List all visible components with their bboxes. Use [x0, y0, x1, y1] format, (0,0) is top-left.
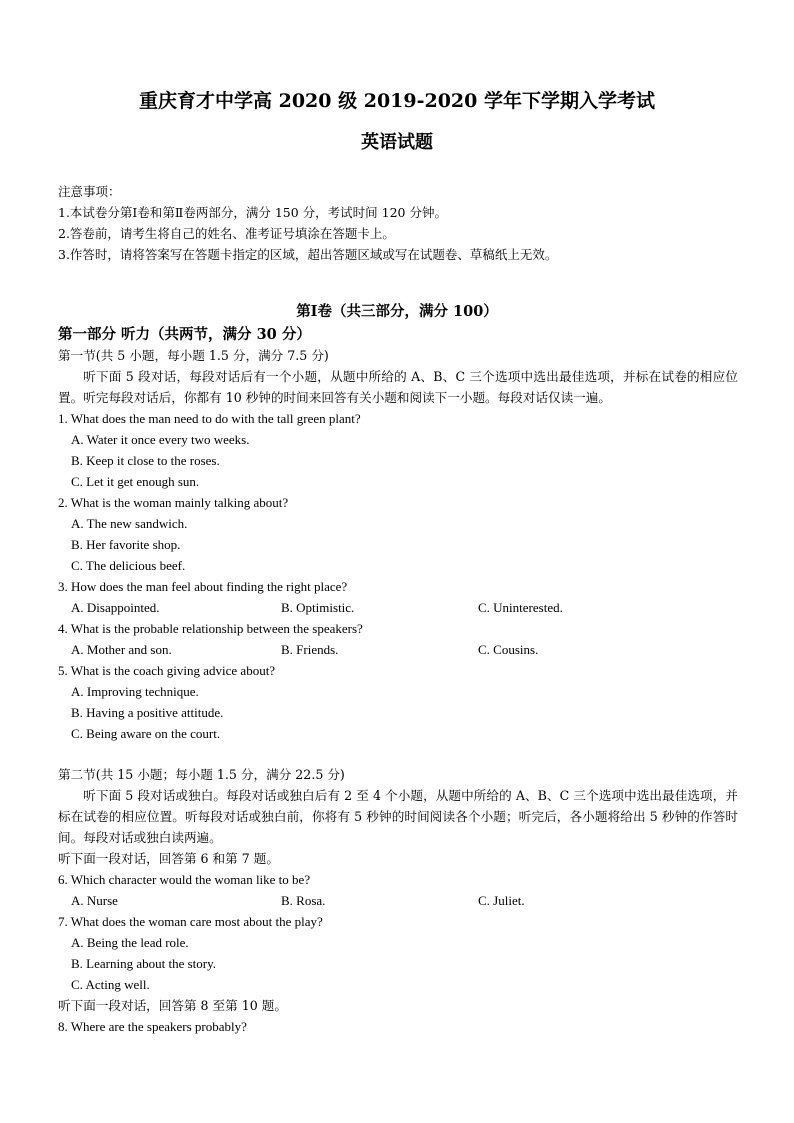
option-b: B. Rosa.	[281, 893, 326, 908]
part-heading: 第一部分 听力（共两节，满分 30 分）	[58, 326, 311, 343]
notes-item: 1.本试卷分第Ⅰ卷和第Ⅱ卷两部分，满分 150 分，考试时间 120 分钟。	[58, 205, 447, 220]
exam-title: 重庆育才中学高 2020 级 2019-2020 学年下学期入学考试	[139, 90, 655, 112]
option-c: C. Acting well.	[71, 977, 150, 992]
notes-item: 3.作答时，请将答案写在答题卡指定的区域，超出答题区域或写在试题卷、草稿纸上无效。	[58, 247, 558, 262]
option-a: A. Being the lead role.	[71, 935, 189, 950]
options-row	[58, 639, 738, 660]
dialogue-lead: 听下面一段对话，回答第 8 至第 10 题。	[58, 998, 287, 1013]
option-a: A. The new sandwich.	[71, 516, 188, 531]
option-b: B. Her favorite shop.	[71, 537, 181, 552]
option-c: C. Being aware on the court.	[71, 726, 221, 741]
notes-heading: 注意事项：	[58, 184, 121, 199]
option-c: C. Let it get enough sun.	[71, 474, 200, 489]
option-c: C. The delicious beef.	[71, 558, 186, 573]
options-row	[58, 597, 738, 618]
exam-body	[58, 325, 738, 1037]
section-instructions: 听下面 5 段对话或独白。每段对话或独白后有 2 至 4 个小题，从题中所给的 A、B、C 三个选项中选出最佳选项，并标在试卷的相应位置。听每段对话或独白前，你将有 5 秒钟的时间阅读各个小题；听完后，各小题将给出 5 秒钟的作答时间。每段对话或独白读两遍。	[58, 788, 738, 845]
options-row	[58, 890, 738, 911]
section-heading: 第一节(共 5 小题，每小题 1.5 分，满分 7.5 分)	[58, 348, 329, 363]
volume-heading: 第Ⅰ卷（共三部分，满分 100）	[296, 303, 498, 320]
option-b: B. Learning about the story.	[71, 956, 217, 971]
question-stem: 6. Which character would the woman like to be?	[58, 872, 311, 887]
option-a: A. Disappointed.	[71, 600, 160, 615]
exam-subtitle: 英语试题	[361, 132, 433, 153]
question-stem: 7. What does the woman care most about the play?	[58, 914, 323, 929]
question-stem: 2. What is the woman mainly talking about?	[58, 495, 289, 510]
question-stem: 8. Where are the speakers probably?	[58, 1019, 247, 1034]
question-stem: 3. How does the man feel about finding the right place?	[58, 579, 348, 594]
option-b: B. Friends.	[281, 642, 339, 657]
question-stem: 5. What is the coach giving advice about?	[58, 663, 276, 678]
section-heading: 第二节(共 15 小题；每小题 1.5 分，满分 22.5 分)	[58, 767, 345, 782]
notes-item: 2.答卷前，请考生将自己的姓名、准考证号填涂在答题卡上。	[58, 226, 395, 241]
option-b: B. Keep it close to the roses.	[71, 453, 220, 468]
option-a: A. Water it once every two weeks.	[71, 432, 250, 447]
section-instructions: 听下面 5 段对话，每段对话后有一个小题，从题中所给的 A、B、C 三个选项中选出最佳选项，并标在试卷的相应位置。听完每段对话后，你都有 10 秒钟的时间来回答有关小题和阅读下一小题。每段对话仅读一遍。	[58, 369, 738, 405]
dialogue-lead: 听下面一段对话，回答第 6 和第 7 题。	[58, 851, 279, 866]
option-c: C. Cousins.	[478, 642, 539, 657]
option-c: C. Uninterested.	[478, 600, 563, 615]
option-a: A. Improving technique.	[71, 684, 199, 699]
option-c: C. Juliet.	[478, 893, 525, 908]
notes-block	[58, 181, 557, 265]
option-a: A. Mother and son.	[71, 642, 172, 657]
question-stem: 4. What is the probable relationship between the speakers?	[58, 621, 363, 636]
option-a: A. Nurse	[71, 893, 118, 908]
option-b: B. Optimistic.	[281, 600, 355, 615]
question-stem: 1. What does the man need to do with the tall green plant?	[58, 411, 361, 426]
option-b: B. Having a positive attitude.	[71, 705, 224, 720]
